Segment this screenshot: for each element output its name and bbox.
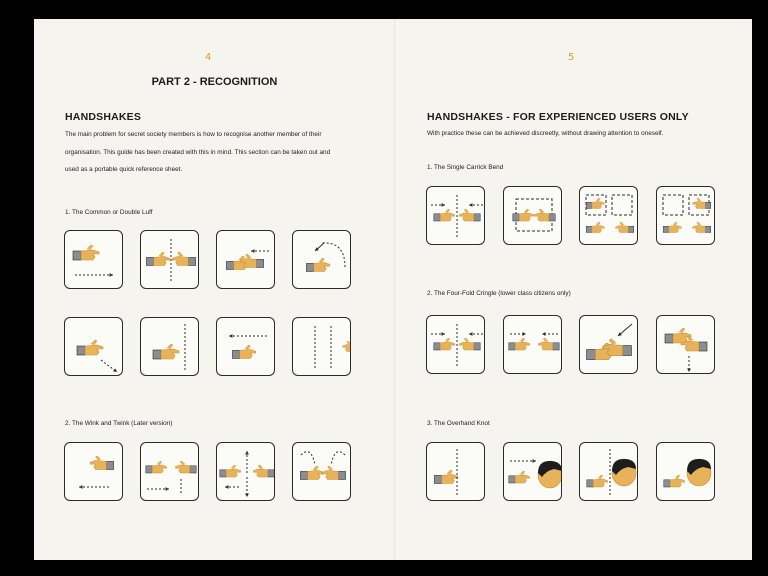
- illustration: [217, 318, 275, 376]
- hand-icon: [146, 252, 169, 266]
- page-number: 5: [568, 52, 575, 63]
- arrow-icon: [315, 243, 324, 251]
- hand-icon: [509, 471, 530, 483]
- arrow-icon: [469, 203, 483, 207]
- illustration: [657, 316, 715, 374]
- arrow-icon: [618, 324, 632, 336]
- hand-icon: [693, 198, 711, 209]
- arrow-icon: [229, 334, 267, 338]
- arrow-icon: [510, 332, 526, 336]
- illustration: [217, 443, 275, 501]
- hand-icon: [153, 344, 179, 359]
- page-number: 4: [205, 52, 212, 63]
- hand-icon: [586, 198, 604, 209]
- illustration: [141, 231, 199, 289]
- hand-icon: [587, 475, 608, 487]
- hand-icon: [434, 470, 457, 484]
- arrow-icon: [431, 332, 445, 336]
- arrow-icon: [431, 203, 445, 207]
- handshake-title: 1. The Single Carrick Bend: [427, 164, 504, 171]
- illustration-tile: [292, 317, 351, 376]
- intro-line: organisation. This guide has been created with this in mind. This section can be taken out and: [65, 148, 331, 156]
- dashed-box: [663, 195, 683, 215]
- illustration-tile: [503, 186, 562, 245]
- illustration: [293, 231, 351, 289]
- hand-icon: [586, 222, 604, 233]
- hand-icon: [513, 209, 534, 221]
- section-heading: HANDSHAKES - FOR EXPERIENCED USERS ONLY: [427, 111, 689, 123]
- hand-icon: [220, 465, 241, 477]
- illustration: [657, 443, 715, 501]
- hand-icon: [459, 338, 480, 350]
- dashed-box: [612, 195, 632, 215]
- arrow-icon: [469, 332, 483, 336]
- illustration: [427, 316, 485, 374]
- hand-icon: [693, 222, 711, 233]
- booklet-spread: [34, 19, 752, 560]
- illustration: [580, 187, 638, 245]
- illustration: [141, 443, 199, 501]
- illustration-tile: [140, 442, 199, 501]
- head-icon: [538, 461, 562, 488]
- hand-icon: [459, 209, 480, 221]
- illustration: [504, 443, 562, 501]
- illustration-tile: [426, 315, 485, 374]
- arrow-icon: [510, 459, 536, 463]
- arrow-icon: [251, 249, 269, 253]
- arrow-icon: [79, 485, 109, 489]
- hand-icon: [232, 345, 255, 359]
- illustration-tile: [140, 317, 199, 376]
- illustration-tile: [579, 186, 638, 245]
- hand-icon: [77, 340, 103, 355]
- illustration-tile: [216, 230, 275, 289]
- hand-icon: [73, 245, 99, 260]
- illustration-tile: [64, 317, 123, 376]
- illustration-tile: [292, 230, 351, 289]
- illustration: [504, 187, 562, 245]
- illustration: [504, 316, 562, 374]
- illustration-tile: [656, 315, 715, 374]
- arrow-icon: [225, 485, 239, 489]
- arrow-icon: [687, 356, 691, 372]
- illustration: [657, 187, 715, 245]
- hand-icon: [663, 222, 681, 233]
- illustration-tile: [656, 186, 715, 245]
- illustration: [141, 318, 199, 376]
- illustration-tile: [292, 442, 351, 501]
- arrow-icon: [245, 477, 249, 497]
- hand-icon: [616, 222, 634, 233]
- illustration: [427, 187, 485, 245]
- section-heading: HANDSHAKES: [65, 111, 142, 123]
- illustration-tile: [579, 315, 638, 374]
- hand-icon: [434, 338, 455, 350]
- head-icon: [612, 459, 636, 486]
- arrow-icon: [245, 451, 249, 473]
- illustration-tile: [503, 315, 562, 374]
- hand-icon: [664, 475, 685, 487]
- illustration-tile: [64, 230, 123, 289]
- illustration-tile: [216, 442, 275, 501]
- illustration-tile: [216, 317, 275, 376]
- right-page: [395, 19, 752, 560]
- illustration-tile: [64, 442, 123, 501]
- illustration-tile: [579, 442, 638, 501]
- illustration-tile: [426, 186, 485, 245]
- illustration: [65, 443, 123, 501]
- illustration: [217, 231, 275, 289]
- handshake-title: 3. The Overhand Knot: [427, 420, 490, 427]
- hand-icon: [172, 252, 195, 266]
- illustration-tile: [140, 230, 199, 289]
- arrow-icon: [542, 332, 558, 336]
- arrow-icon: [147, 487, 169, 491]
- hand-icon: [434, 209, 455, 221]
- intro-paragraph: [65, 126, 330, 179]
- illustration: [580, 443, 638, 501]
- illustration-tile: [656, 442, 715, 501]
- intro-line: The main problem for secret society members is how to recognise another member of their: [65, 131, 322, 138]
- illustration-tile: [426, 442, 485, 501]
- handshake-title: 1. The Common or Double Luff: [65, 209, 153, 216]
- curved-arrow: [301, 452, 345, 465]
- intro-paragraph: With practice these can be achieved discreetly, without drawing attention to oneself.: [427, 130, 664, 137]
- illustration: [580, 316, 638, 374]
- intro-line: used as a portable quick reference sheet.: [65, 166, 183, 173]
- hand-icon: [322, 466, 345, 480]
- left-page: [34, 19, 395, 560]
- arrow-icon: [101, 360, 117, 372]
- part-title: PART 2 - RECOGNITION: [151, 76, 278, 88]
- hand-icon: [146, 461, 167, 473]
- illustration: [65, 318, 123, 376]
- arrow-icon: [75, 273, 113, 277]
- hand-icon: [300, 466, 323, 480]
- handshake-title: 2. The Wink and Twink (Later version): [65, 420, 173, 427]
- hand-icon: [343, 341, 351, 352]
- hand-icon: [538, 338, 559, 350]
- illustration: [293, 443, 351, 501]
- hand-icon: [306, 258, 329, 272]
- hand-icon: [175, 461, 196, 473]
- hand-icon: [90, 456, 113, 470]
- hand-icon: [509, 338, 530, 350]
- illustration: [293, 318, 351, 376]
- illustration: [427, 443, 485, 501]
- hand-icon: [253, 465, 274, 477]
- illustration: [65, 231, 123, 289]
- illustration-tile: [503, 442, 562, 501]
- head-icon: [687, 459, 711, 486]
- handshake-title: 2. The Four-Fold Cringle (lower class citizens only): [427, 290, 571, 297]
